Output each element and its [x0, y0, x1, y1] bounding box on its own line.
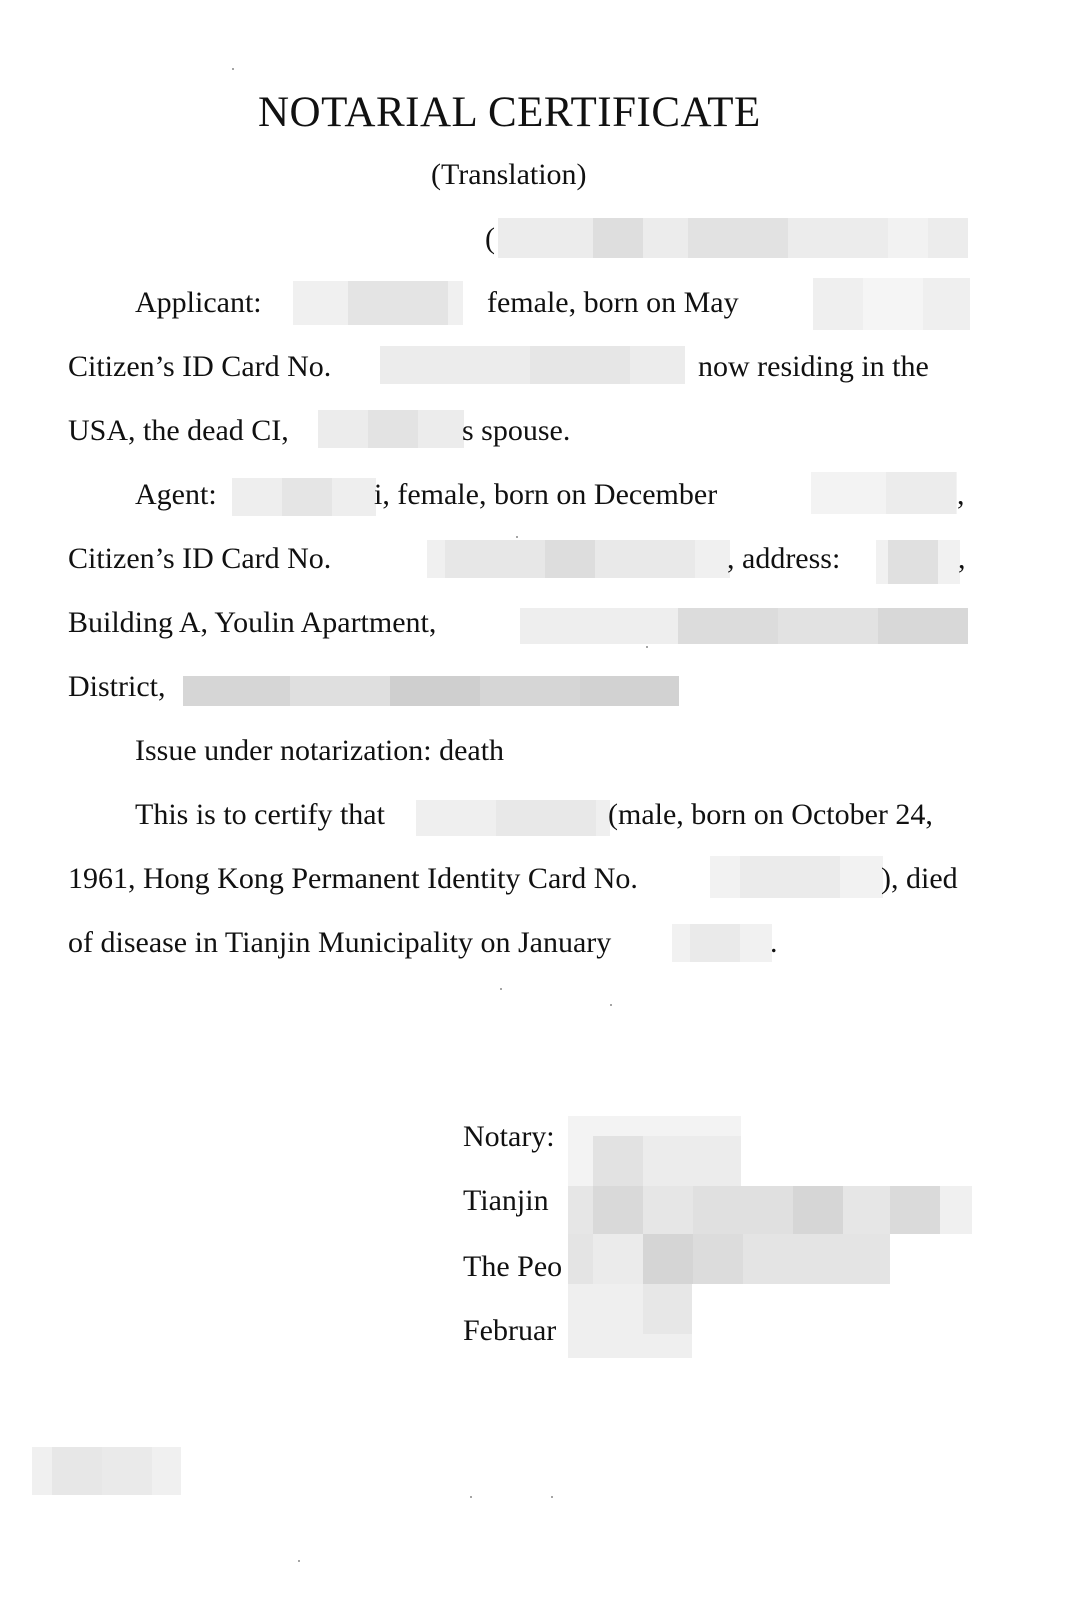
redacted-address-district — [183, 676, 679, 706]
agent-id-label: Citizen’s ID Card No. — [68, 542, 332, 575]
certificate-number-bracket: ( — [485, 222, 495, 255]
notary-country: The Peo — [463, 1250, 563, 1283]
redacted-deceased-name — [318, 410, 464, 448]
redacted-signature-block — [568, 1116, 972, 1358]
agent-birth-comma: , — [957, 478, 965, 511]
scan-speck — [470, 1496, 472, 1498]
redacted-applicant-name — [293, 281, 463, 325]
applicant-relation-a: USA, the dead CI, — [68, 414, 289, 447]
certify-line1-a: This is to certify that — [135, 798, 385, 831]
redacted-applicant-birthdate — [813, 278, 970, 330]
redacted-footer-mark — [32, 1447, 181, 1495]
scan-speck — [232, 68, 234, 70]
redacted-agent-id — [427, 540, 730, 578]
certify-line3-b: . — [770, 926, 778, 959]
agent-gender-birth: i, female, born on December — [374, 478, 718, 511]
redacted-agent-name — [232, 478, 376, 516]
redacted-address-street — [520, 608, 968, 644]
applicant-id-label: Citizen’s ID Card No. — [68, 350, 332, 383]
redacted-agent-birthdate — [811, 472, 957, 514]
redacted-certificate-number — [498, 218, 968, 258]
notary-label: Notary: — [463, 1120, 555, 1153]
applicant-relation-b: s spouse. — [462, 414, 571, 447]
redacted-address-number — [876, 540, 960, 584]
scan-speck — [298, 1560, 300, 1562]
certify-line3-a: of disease in Tianjin Municipality on January — [68, 926, 612, 959]
redacted-hk-id — [710, 856, 883, 898]
redacted-death-date — [672, 924, 772, 962]
scan-speck — [500, 988, 502, 990]
scan-speck — [551, 1496, 553, 1498]
scan-speck — [516, 536, 518, 538]
redacted-deceased-name-2 — [416, 800, 610, 836]
document-subtitle: (Translation) — [431, 158, 587, 191]
certify-line2-b: ), died — [881, 862, 958, 895]
issue-line: Issue under notarization: death — [135, 734, 505, 767]
agent-label: Agent: — [135, 478, 217, 511]
applicant-residence: now residing in the — [698, 350, 929, 383]
notary-office: Tianjin — [463, 1184, 549, 1217]
scan-speck — [646, 646, 648, 648]
agent-building: Building A, Youlin Apartment, — [68, 606, 437, 639]
applicant-label: Applicant: — [135, 286, 262, 319]
agent-address-comma: , — [958, 542, 966, 575]
scan-speck — [610, 1004, 612, 1006]
agent-address-label: , address: — [727, 542, 841, 575]
certify-line2-a: 1961, Hong Kong Permanent Identity Card No. — [68, 862, 638, 895]
notary-date: Februar — [463, 1314, 557, 1347]
applicant-gender-birth: female, born on May — [487, 286, 739, 319]
certify-line1-b: (male, born on October 24, — [608, 798, 933, 831]
agent-district: District, — [68, 670, 166, 703]
document-title: NOTARIAL CERTIFICATE — [258, 89, 761, 136]
redacted-applicant-id — [380, 346, 685, 384]
